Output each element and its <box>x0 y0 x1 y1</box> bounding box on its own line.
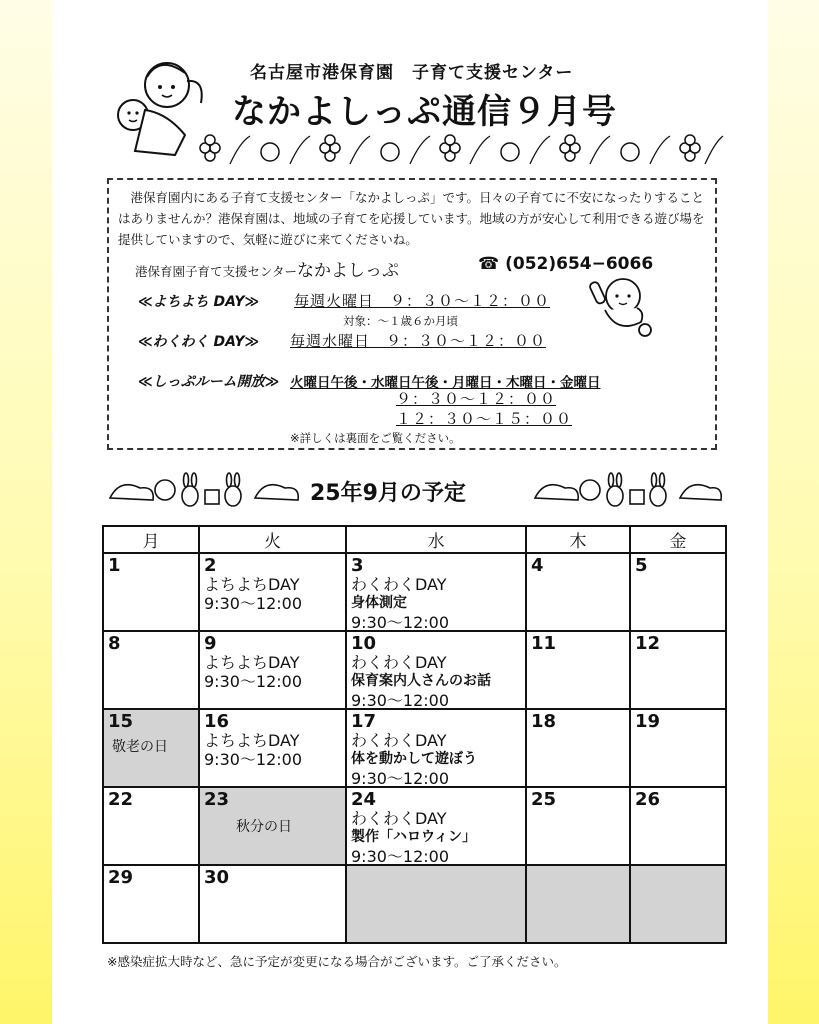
waku-day-time: 毎週水曜日 ９：３０〜１２：００ <box>290 332 547 350</box>
event-detail: 身体測定 <box>351 595 407 611</box>
yochi-target-age: 対象：〜１歳６か月頃 <box>343 314 458 328</box>
center-prefix: 港保育園子育て支援センター <box>135 264 298 279</box>
calendar-week-row <box>103 865 726 943</box>
event-time: 9:30〜12:00 <box>351 847 450 866</box>
calendar-week-row <box>103 709 726 787</box>
event-name: わくわくDAY <box>351 809 447 828</box>
day-number: 22 <box>108 789 134 810</box>
day-number: 19 <box>635 711 661 732</box>
decorative-border-icon <box>195 132 725 168</box>
event-time: 9:30〜12:00 <box>204 594 303 613</box>
newsletter-title: なかよしっぷ通信９月号 <box>232 92 617 132</box>
calendar-day-cell <box>346 631 526 709</box>
calendar-day-cell <box>103 709 199 787</box>
calendar-day-cell <box>526 865 630 943</box>
ship-room-time-morning: ９：３０〜１２：００ <box>396 390 557 408</box>
event-name: よちよちDAY <box>204 575 300 594</box>
calendar-day-cell <box>103 553 199 631</box>
day-number: 18 <box>531 711 557 732</box>
day-number: 17 <box>351 711 377 732</box>
day-number: 16 <box>204 711 230 732</box>
day-number: 9 <box>204 633 217 654</box>
calendar-day-cell <box>103 865 199 943</box>
day-number: 8 <box>108 633 121 654</box>
calendar-day-cell <box>199 631 346 709</box>
event-name: わくわくDAY <box>351 653 447 672</box>
calendar-day-cell <box>346 553 526 631</box>
calendar-day-cell <box>630 709 726 787</box>
day-number: 24 <box>351 789 377 810</box>
day-number: 23 <box>204 789 230 810</box>
weekday-header-row <box>103 526 726 553</box>
subtitle: 名古屋市港保育園 子育て支援センター <box>250 63 574 83</box>
day-number: 15 <box>108 711 134 732</box>
ship-room-days: 火曜日午後・水曜日午後・月曜日・木曜日・金曜日 <box>290 375 601 391</box>
calendar-day-cell <box>103 787 199 865</box>
event-name: わくわくDAY <box>351 575 447 594</box>
day-number: 5 <box>635 555 648 576</box>
calendar-day-cell <box>526 787 630 865</box>
day-number: 3 <box>351 555 364 576</box>
event-time: 9:30〜12:00 <box>351 769 450 788</box>
calendar-week-row <box>103 787 726 865</box>
day-number: 30 <box>204 867 230 888</box>
weekday-header: 月 <box>103 526 199 553</box>
event-time: 9:30〜12:00 <box>204 750 303 769</box>
detail-note: ※詳しくは裏面をご覧ください。 <box>290 431 461 445</box>
calendar-day-cell <box>630 553 726 631</box>
schedule-title: 25年9月の予定 <box>310 481 466 506</box>
schedule-calendar <box>102 525 727 944</box>
event-detail: 保育案内人さんのお話 <box>351 673 491 689</box>
ship-room-time-afternoon: １２：３０〜１５：００ <box>396 410 573 428</box>
day-number: 12 <box>635 633 661 654</box>
schedule-footnote: ※感染症拡大時など、急に予定が変更になる場合がございます。ご了承ください。 <box>107 954 567 969</box>
waku-day-label: ≪わくわく DAY≫ <box>138 334 260 350</box>
calendar-day-cell <box>630 631 726 709</box>
yochi-day-time: 毎週火曜日 ９：３０〜１２：００ <box>294 292 551 310</box>
intro-text: 港保育園内にある子育て支援センター「なかよしっぷ」です。日々の子育てに不安になったりすることはありませんか？港保育園は、地域の子育てを応援しています。地域の方が安心して利用できる遊び場を提供していますので、気軽に遊びに来てくださいね。 <box>118 190 705 247</box>
calendar-day-cell <box>346 865 526 943</box>
weekday-header: 火 <box>199 526 346 553</box>
holiday-name: 敬老の日 <box>112 739 168 755</box>
weekday-header: 木 <box>526 526 630 553</box>
calendar-day-cell <box>199 553 346 631</box>
phone-number: ☎ (052)654−6066 <box>478 254 654 274</box>
holiday-name: 秋分の日 <box>236 819 292 835</box>
calendar-day-cell <box>526 553 630 631</box>
center-name: なかよしっぷ <box>297 261 400 281</box>
calendar-body <box>103 553 726 943</box>
day-number: 26 <box>635 789 661 810</box>
weekday-header: 金 <box>630 526 726 553</box>
calendar-day-cell <box>346 709 526 787</box>
day-number: 29 <box>108 867 134 888</box>
event-name: よちよちDAY <box>204 653 300 672</box>
calendar-day-cell <box>199 709 346 787</box>
calendar-day-cell <box>526 631 630 709</box>
calendar-day-cell <box>630 865 726 943</box>
weekday-header: 水 <box>346 526 526 553</box>
calendar-day-cell <box>103 631 199 709</box>
baby-with-bottle-icon <box>575 272 655 340</box>
event-detail: 製作「ハロウィン」 <box>351 829 477 845</box>
calendar-day-cell <box>199 865 346 943</box>
center-name-line <box>135 256 399 281</box>
day-number: 1 <box>108 555 121 576</box>
event-time: 9:30〜12:00 <box>204 672 303 691</box>
day-number: 2 <box>204 555 217 576</box>
calendar-week-row <box>103 553 726 631</box>
day-number: 11 <box>531 633 557 654</box>
day-number: 10 <box>351 633 377 654</box>
calendar-day-cell <box>526 709 630 787</box>
calendar-week-row <box>103 631 726 709</box>
day-number: 4 <box>531 555 544 576</box>
day-number: 25 <box>531 789 557 810</box>
calendar-day-cell <box>199 787 346 865</box>
calendar-day-cell <box>630 787 726 865</box>
ship-room-label: ≪しっぷルーム開放≫ <box>138 374 280 390</box>
yochi-day-label: ≪よちよち DAY≫ <box>138 294 260 310</box>
event-name: よちよちDAY <box>204 731 300 750</box>
event-time: 9:30〜12:00 <box>351 691 450 710</box>
event-name: わくわくDAY <box>351 731 447 750</box>
calendar-day-cell <box>346 787 526 865</box>
event-time: 9:30〜12:00 <box>351 613 450 632</box>
event-detail: 体を動かして遊ぼう <box>351 751 477 767</box>
